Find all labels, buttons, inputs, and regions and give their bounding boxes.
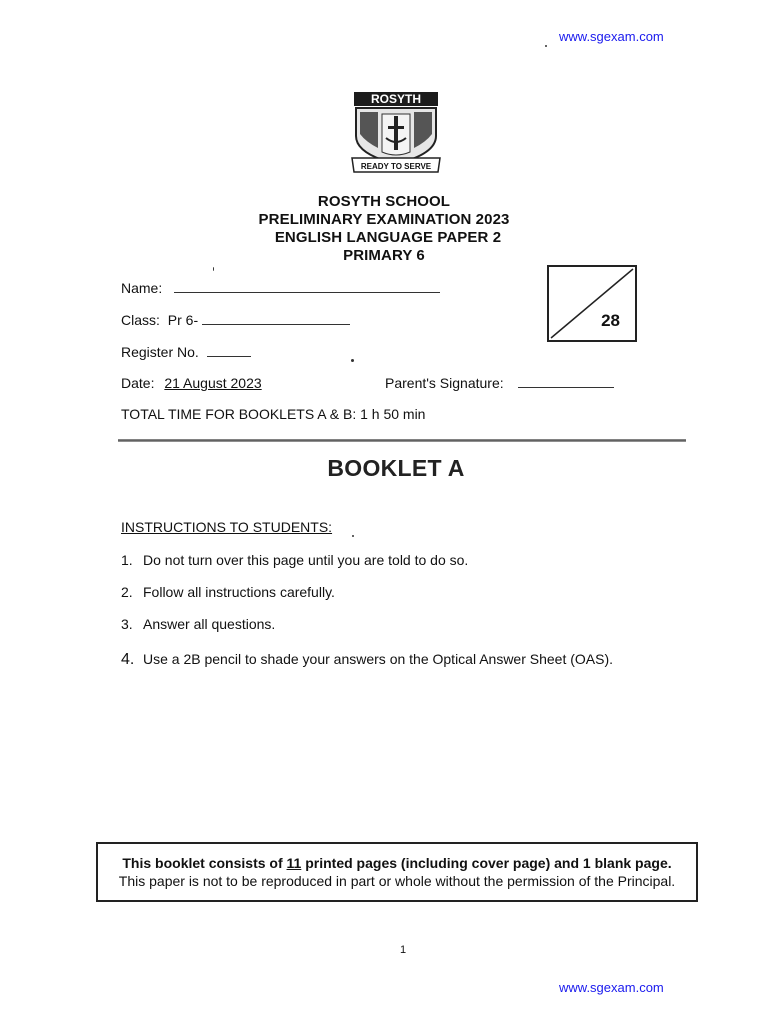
instruction-item — [121, 651, 613, 668]
exam-title: PRELIMINARY EXAMINATION 2023 — [258, 211, 510, 228]
class-field — [121, 312, 350, 328]
instruction-item — [121, 552, 468, 568]
instructions-title: INSTRUCTIONS TO STUDENTS: — [121, 519, 333, 535]
instruction-item — [121, 616, 275, 632]
crest-banner-text: ROSYTH — [370, 92, 422, 106]
booklet-title: BOOKLET A — [327, 455, 465, 481]
school-crest — [348, 88, 444, 176]
watermark-link-bottom[interactable]: www.sgexam.com — [559, 980, 664, 995]
class-blank[interactable] — [202, 324, 350, 325]
instruction-number: 3. — [121, 616, 133, 632]
signature-blank[interactable] — [518, 387, 614, 388]
instruction-text: Do not turn over this page until you are told to do so. — [143, 552, 469, 568]
instruction-number: 2. — [121, 584, 133, 600]
total-time: TOTAL TIME FOR BOOKLETS A & B: 1 h 50 min — [121, 406, 426, 422]
date-field — [121, 375, 262, 391]
scan-speck — [351, 359, 354, 362]
scan-speck — [545, 45, 547, 47]
paper-title: ENGLISH LANGUAGE PAPER 2 — [274, 229, 502, 246]
register-label: Register No. — [121, 344, 199, 360]
instruction-number: 4. — [121, 651, 135, 668]
instruction-text: Use a 2B pencil to shade your answers on the Optical Answer Sheet (OAS). — [143, 651, 614, 667]
instruction-text: Follow all instructions carefully. — [143, 584, 335, 600]
footer-page-count: 11 — [286, 855, 302, 871]
footer-pages-suffix: printed pages (including cover page) and 1 blank page. — [301, 855, 672, 871]
crest-motto: READY TO SERVE — [360, 162, 432, 171]
date-value: 21 August 2023 — [164, 375, 262, 391]
signature-label: Parent's Signature: — [385, 375, 504, 391]
name-label: Name: — [121, 280, 163, 296]
school-name: ROSYTH SCHOOL — [317, 193, 451, 210]
footer-line-copyright: This paper is not to be reproduced in part or whole without the permission of the Principal. — [118, 873, 676, 889]
score-diagonal — [549, 267, 635, 340]
register-blank[interactable] — [207, 356, 251, 357]
scan-speck — [213, 267, 214, 271]
crest-emblem — [348, 88, 444, 176]
watermark-link-top[interactable]: www.sgexam.com — [559, 29, 664, 44]
instruction-number: 1. — [121, 552, 133, 568]
name-blank[interactable] — [174, 292, 440, 293]
footer-notice-box — [96, 842, 698, 902]
level-title: PRIMARY 6 — [343, 247, 425, 264]
footer-pages-prefix: This booklet consists of — [122, 855, 287, 871]
section-divider — [118, 439, 686, 442]
score-total: 28 — [601, 311, 620, 330]
page-number: 1 — [400, 944, 407, 956]
name-field — [121, 280, 440, 296]
register-field — [121, 344, 251, 360]
instruction-text: Answer all questions. — [143, 616, 276, 632]
score-box — [547, 265, 637, 342]
signature-field — [385, 375, 614, 391]
class-label: Class: — [121, 312, 160, 328]
instruction-item — [121, 584, 335, 600]
footer-line-pages — [98, 854, 696, 872]
date-label: Date: — [121, 375, 155, 391]
class-value: Pr 6- — [167, 312, 199, 328]
scan-speck — [352, 535, 354, 537]
